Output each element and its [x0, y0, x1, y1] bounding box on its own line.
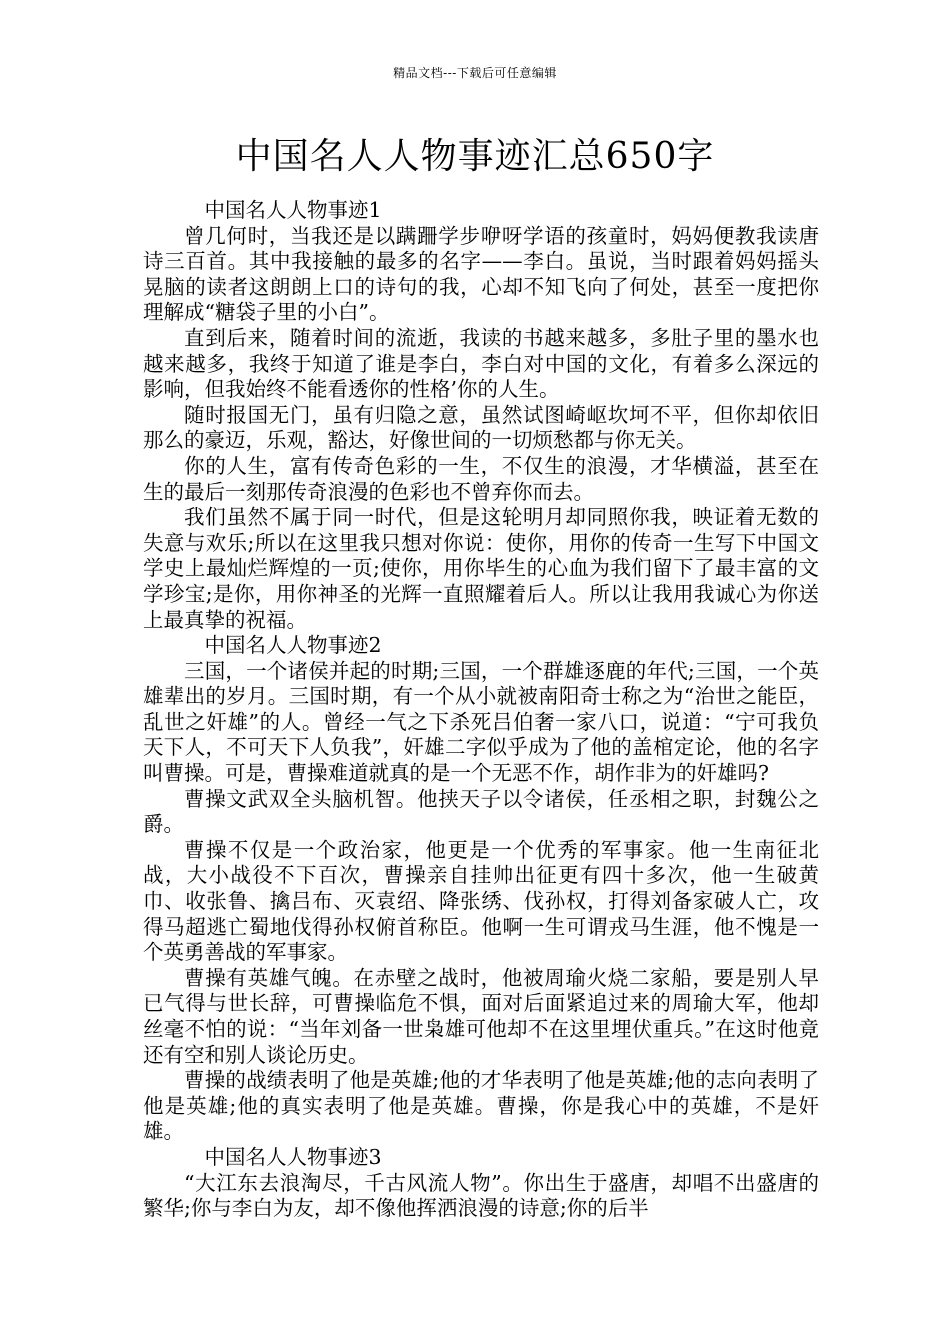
section-heading: 中国名人人物事迹2 [204, 633, 382, 658]
paragraph: 我们虽然不属于同一时代，但是这轮明月却同照你我，映证着无数的失意与欢乐;所以在这里我只想对你说：使你，用你的传奇一生写下中国文学史上最灿烂辉煌的一页;使你，用你毕生的心血为我们留下了最丰富的文学珍宝;是你，用你神圣的光辉一直照耀着后人。所以让我用我诚心为你送上最真挚的祝福。 [143, 505, 819, 632]
paragraph: 曹操有英雄气魄。在赤壁之战时，他被周瑜火烧二家船，要是别人早已气得与世长辞，可曹操临危不惧，面对后面紧追过来的周瑜大军，他却丝毫不怕的说：“当年刘备一世枭雄可他却不在这里埋伏重兵。”在这时他竟还有空和别人谈论历史。 [143, 965, 819, 1067]
section-heading: 中国名人人物事迹1 [204, 198, 382, 222]
page-header-note: 精品文档---下载后可任意编辑 [393, 66, 557, 80]
paragraph: 曹操不仅是一个政治家，他更是一个优秀的军事家。他一生南征北战，大小战役不下百次，曹操亲自挂帅出征更有四十多次，他一生破黄巾、收张鲁、擒吕布、灭袁绍、降张绣、伐孙权，打得刘备家破人亡，攻得马超逃亡蜀地伐得孙权俯首称臣。他啊一生可谓戎马生涯，他不愧是一个英勇善战的军事家。 [143, 837, 819, 965]
paragraph: 曹操文武双全头脑机智。他挟天子以令诸侯，任丞相之职，封魏公之爵。 [143, 786, 819, 837]
document-title: 中国名人人物事迹汇总650字 [235, 136, 715, 177]
paragraph: 三国，一个诸侯并起的时期;三国，一个群雄逐鹿的年代;三国，一个英雄辈出的岁月。三国时期，有一个从小就被南阳奇士称之为“治世之能臣，乱世之奸雄”的人。曾经一气之下杀死吕伯奢一家八口，说道：“宁可我负天下人，不可天下人负我”，奸雄二字似乎成为了他的盖棺定论，他的名字叫曹操。可是，曹操难道就真的是一个无恶不作，胡作非为的奸雄吗? [143, 658, 819, 786]
section-heading: 中国名人人物事迹3 [204, 1144, 382, 1169]
paragraph: “大江东去浪淘尽，千古风流人物”。你出生于盛唐，却唱不出盛唐的繁华;你与李白为友，却不像他挥洒浪漫的诗意;你的后半 [143, 1170, 819, 1221]
paragraph: 你的人生，富有传奇色彩的一生，不仅生的浪漫，才华横溢，甚至在生的最后一刻那传奇浪漫的色彩也不曾弃你而去。 [143, 453, 819, 504]
document-body [143, 198, 819, 1222]
paragraph: 曹操的战绩表明了他是英雄;他的才华表明了他是英雄;他的志向表明了他是英雄;他的真实表明了他是英雄。曹操，你是我心中的英雄，不是奸雄。 [143, 1068, 819, 1144]
paragraph: 直到后来，随着时间的流逝，我读的书越来越多，多肚子里的墨水也越来越多，我终于知道了谁是李白，李白对中国的文化，有着多么深远的影响，但我始终不能看透你的性格’你的人生。 [143, 325, 819, 402]
paragraph: 随时报国无门，虽有归隐之意，虽然试图崎岖坎坷不平，但你却依旧那么的豪迈，乐观，豁达，好像世间的一切烦愁都与你无关。 [143, 402, 819, 453]
paragraph: 曾几何时，当我还是以蹒跚学步咿呀学语的孩童时，妈妈便教我读唐诗三百首。其中我接触的最多的名字——李白。虽说，当时跟着妈妈摇头晃脑的读者这朗朗上口的诗句的我，心却不知飞向了何处，甚至一度把你理解成“糖袋子里的小白”。 [143, 223, 819, 325]
